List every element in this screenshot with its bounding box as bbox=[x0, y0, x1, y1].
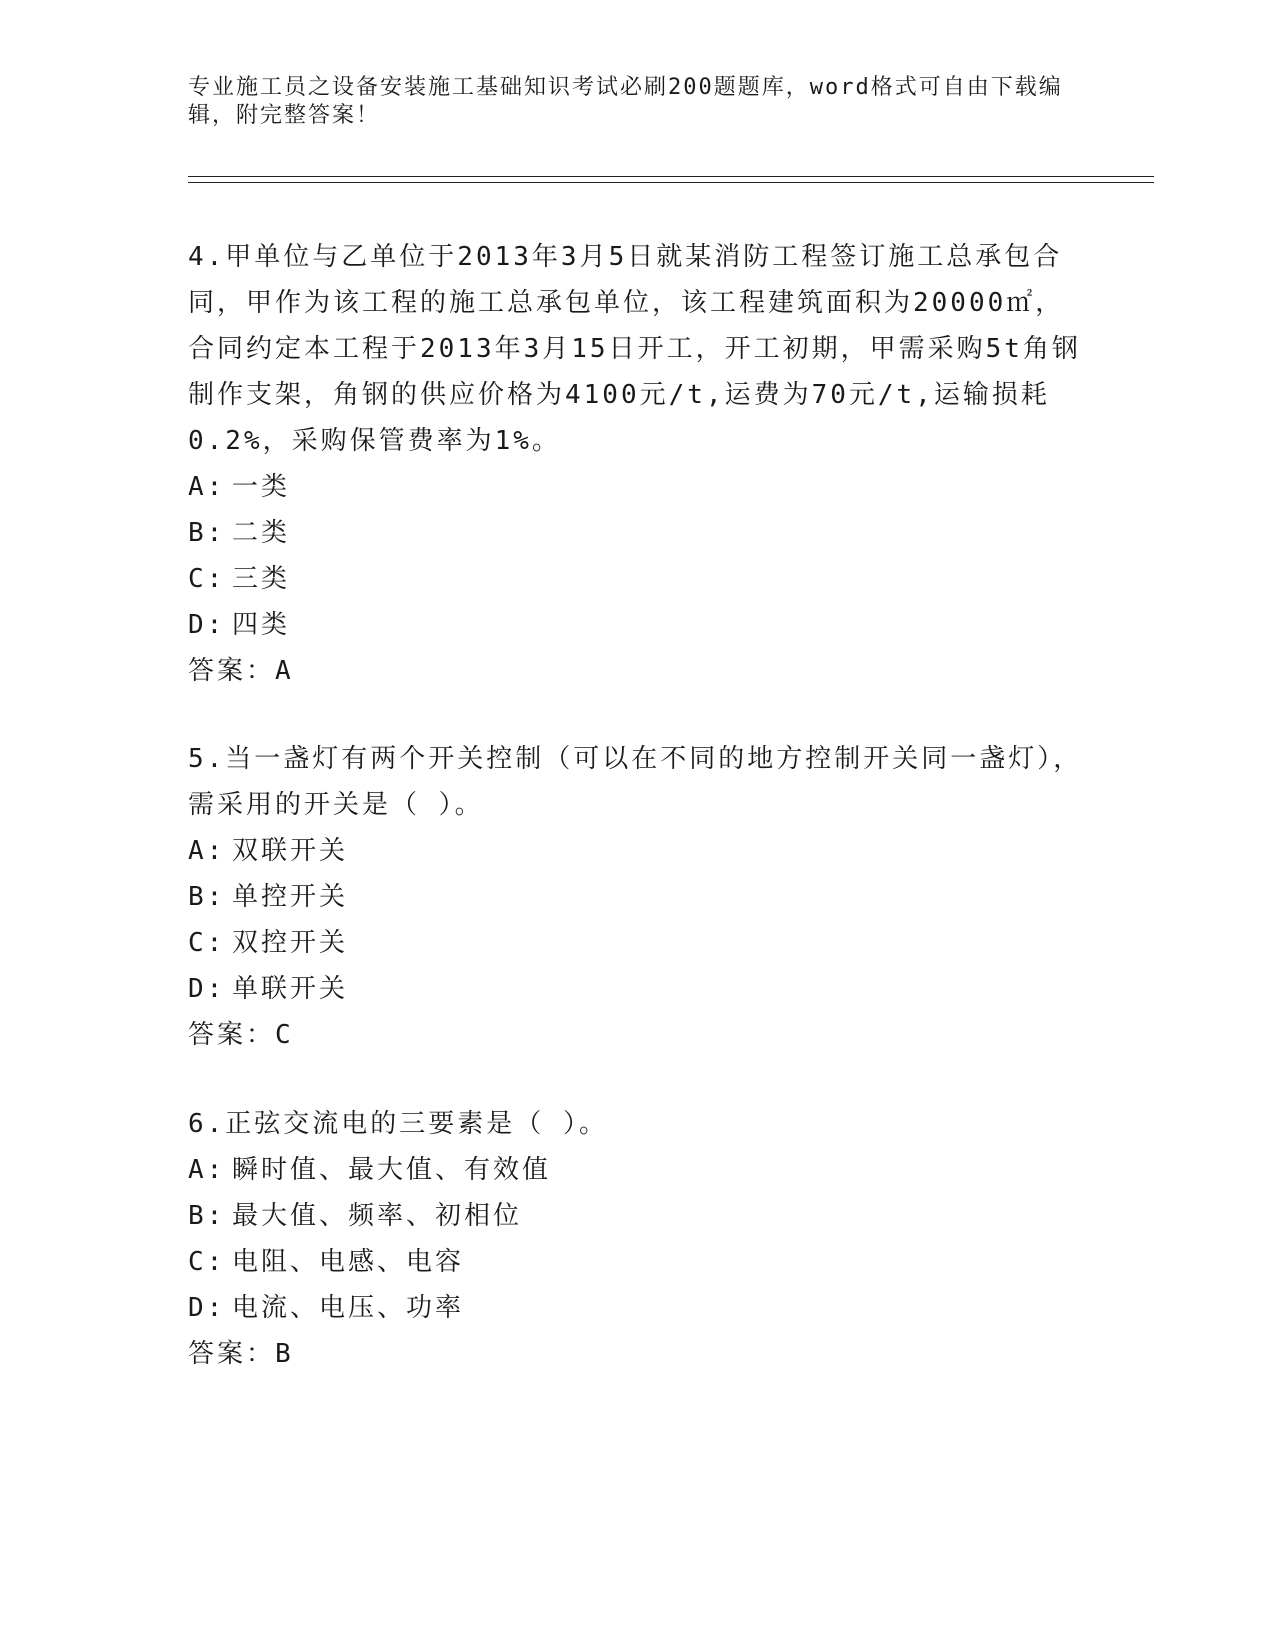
option-text: 四类 bbox=[232, 610, 291, 640]
answer-line: 答案：B bbox=[188, 1339, 294, 1369]
option-a bbox=[188, 1147, 1088, 1193]
option-letter: D: bbox=[188, 610, 226, 640]
option-b bbox=[188, 1193, 1088, 1239]
option-letter: D: bbox=[188, 974, 226, 1004]
option-letter: C: bbox=[188, 564, 226, 594]
option-text: 单控开关 bbox=[232, 882, 349, 912]
question-6 bbox=[188, 1101, 1088, 1377]
option-letter: D: bbox=[188, 1293, 226, 1323]
option-letter: C: bbox=[188, 1247, 226, 1277]
option-letter: A: bbox=[188, 472, 226, 502]
option-a bbox=[188, 828, 1088, 874]
option-letter: A: bbox=[188, 836, 226, 866]
option-text: 双控开关 bbox=[232, 928, 349, 958]
option-d bbox=[188, 966, 1088, 1012]
option-c bbox=[188, 556, 1088, 602]
option-c bbox=[188, 1239, 1088, 1285]
option-b bbox=[188, 510, 1088, 556]
question-stem: 5.当一盏灯有两个开关控制（可以在不同的地方控制开关同一盏灯），需采用的开关是（ ）。 bbox=[188, 744, 1083, 820]
option-letter: B: bbox=[188, 1201, 226, 1231]
document-header: 专业施工员之设备安装施工基础知识考试必刷200题题库，word格式可自由下载编辑，附完整答案！ bbox=[188, 75, 1063, 128]
option-text: 最大值、频率、初相位 bbox=[232, 1201, 523, 1231]
option-text: 单联开关 bbox=[232, 974, 349, 1004]
option-a bbox=[188, 464, 1088, 510]
header-rule-top bbox=[188, 176, 1154, 177]
option-letter: A: bbox=[188, 1155, 226, 1185]
option-c bbox=[188, 920, 1088, 966]
question-5 bbox=[188, 736, 1088, 1058]
option-text: 电阻、电感、电容 bbox=[232, 1247, 465, 1277]
option-text: 二类 bbox=[232, 518, 291, 548]
question-stem: 6.正弦交流电的三要素是（ ）。 bbox=[188, 1109, 608, 1139]
option-b bbox=[188, 874, 1088, 920]
option-text: 三类 bbox=[232, 564, 291, 594]
option-text: 双联开关 bbox=[232, 836, 349, 866]
answer-line: 答案：A bbox=[188, 656, 294, 686]
option-text: 电流、电压、功率 bbox=[232, 1293, 465, 1323]
header-rule-bottom bbox=[188, 182, 1154, 183]
option-text: 一类 bbox=[232, 472, 291, 502]
option-text: 瞬时值、最大值、有效值 bbox=[232, 1155, 552, 1185]
option-letter: B: bbox=[188, 882, 226, 912]
option-letter: B: bbox=[188, 518, 226, 548]
question-stem: 4.甲单位与乙单位于2013年3月5日就某消防工程签订施工总承包合同，甲作为该工程的施工总承包单位，该工程建筑面积为20000㎡，合同约定本工程于2013年3月15日开工，开工初期，甲需采购5t角钢制作支架，角钢的供应价格为4100元/t,运费为70元/t,运输损耗0.2%，采购保管费率为1%。 bbox=[188, 242, 1081, 456]
question-4 bbox=[188, 234, 1088, 694]
answer-line: 答案：C bbox=[188, 1020, 294, 1050]
option-d bbox=[188, 602, 1088, 648]
option-letter: C: bbox=[188, 928, 226, 958]
option-d bbox=[188, 1285, 1088, 1331]
